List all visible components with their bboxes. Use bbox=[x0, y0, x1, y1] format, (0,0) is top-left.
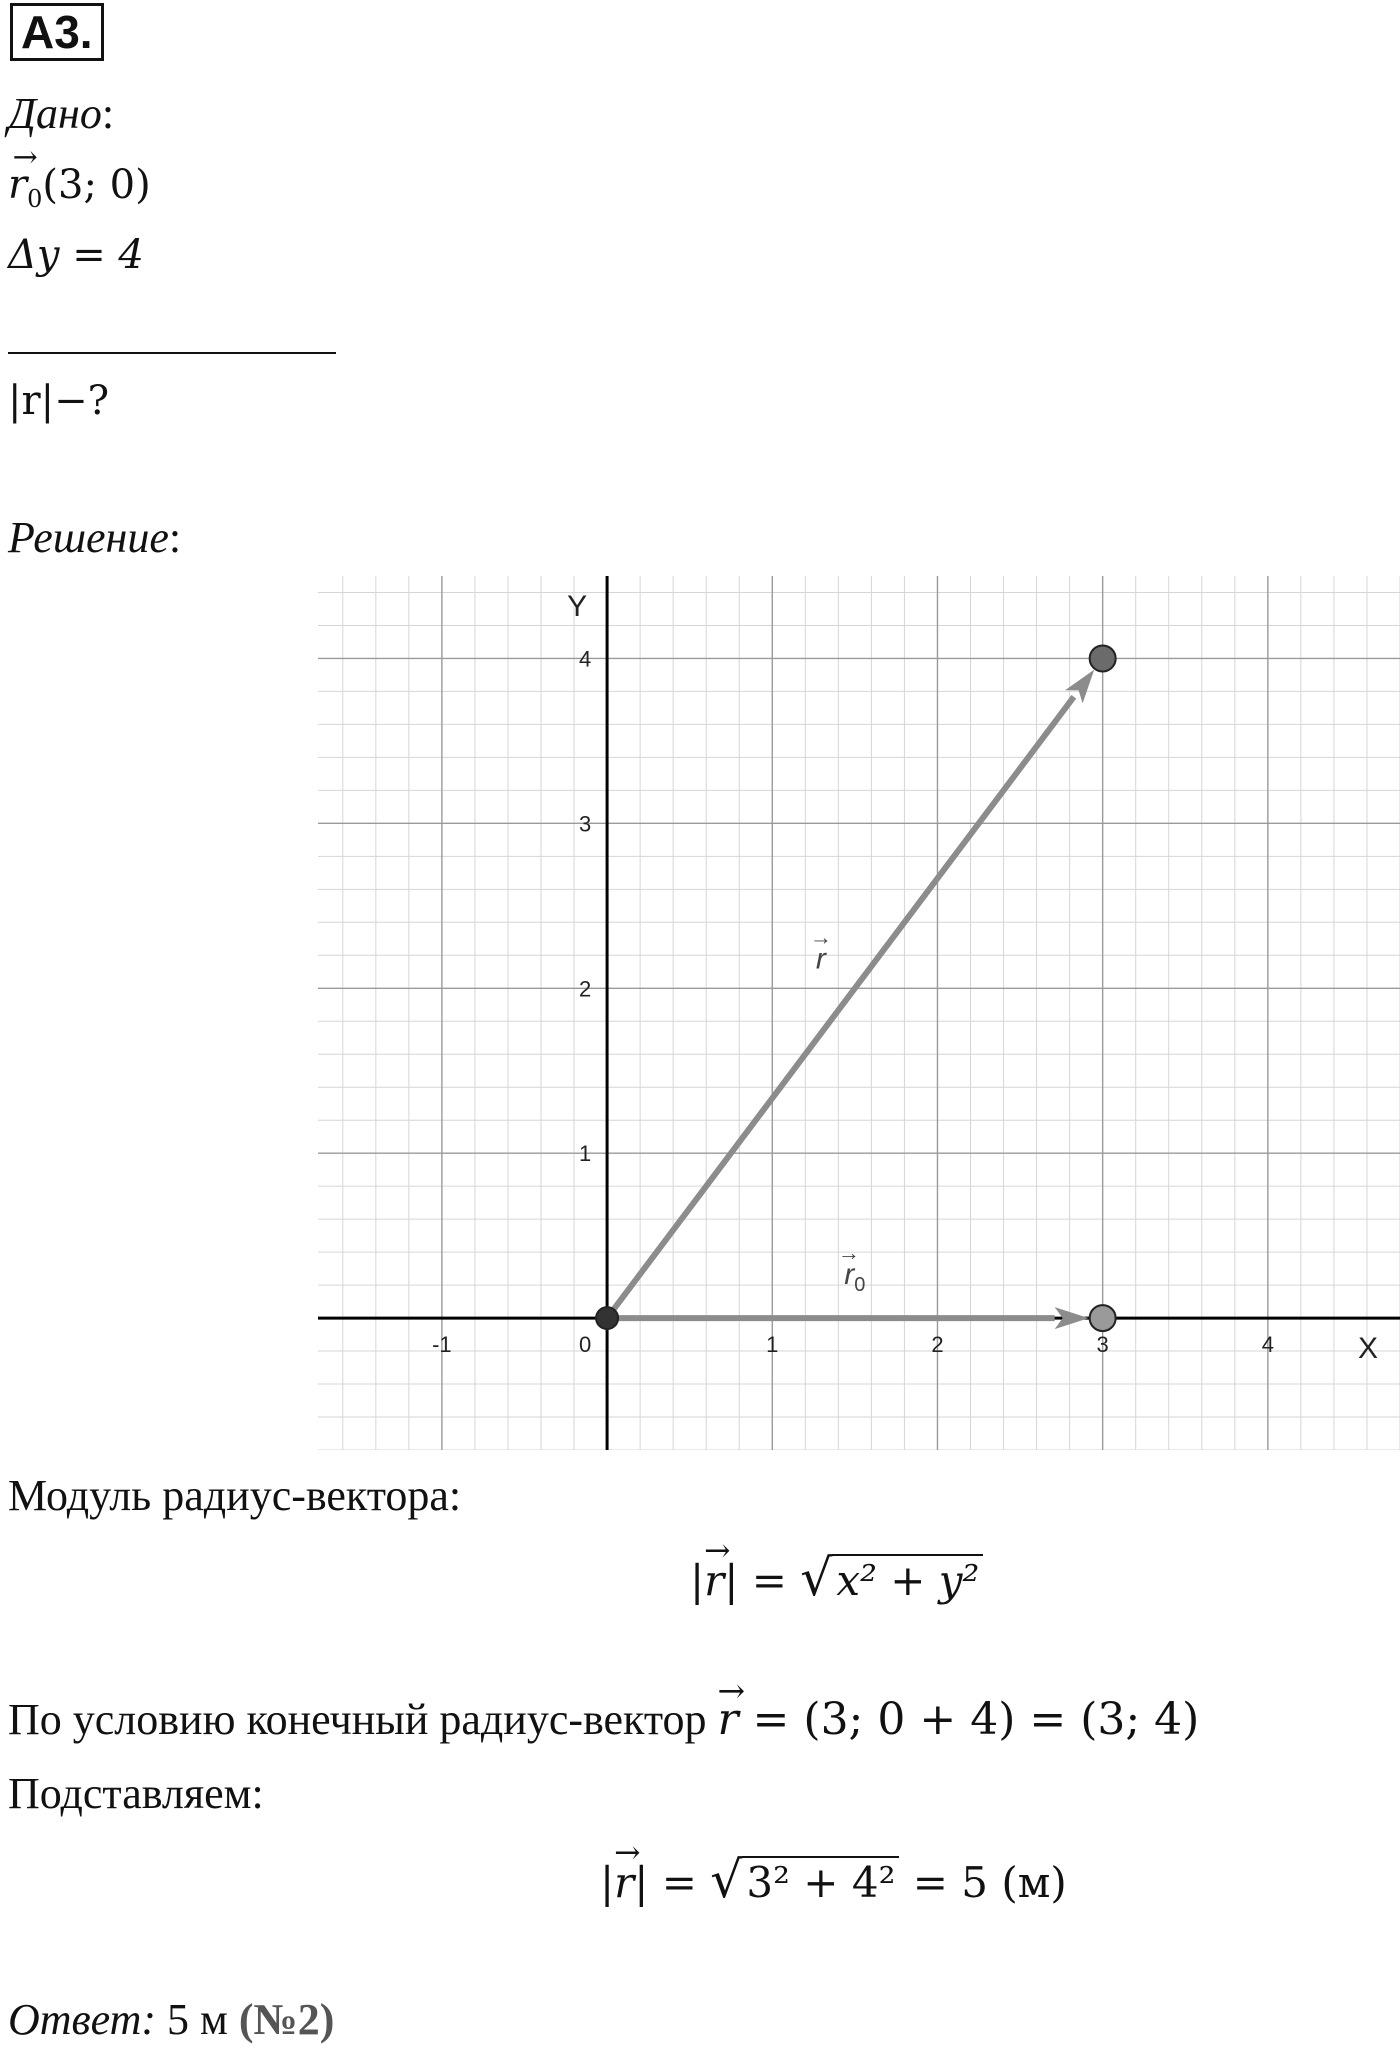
condition-line: По условию конечный радиус-вектор → r = (3; 0 + 4) = (3; 4) bbox=[8, 1694, 1199, 1745]
coordinate-chart bbox=[318, 576, 1400, 1450]
formula2-result-value: = 5 (м) bbox=[912, 1858, 1067, 1907]
y-tick-label: 2 bbox=[578, 976, 592, 1002]
data-point bbox=[596, 1307, 618, 1329]
substitute-caption: Подставляем: bbox=[8, 1769, 264, 1818]
y-tick-label: 1 bbox=[578, 1141, 592, 1167]
problem-label: A3. bbox=[10, 3, 104, 61]
data-point bbox=[1090, 1305, 1116, 1331]
r-vector-symbol: → r bbox=[718, 1694, 739, 1745]
find-line: |r|−? bbox=[8, 378, 110, 424]
x-tick-label: 4 bbox=[1261, 1332, 1274, 1358]
r0-vector-symbol: → $r_0$ bbox=[8, 162, 42, 213]
x-tick-label: 0 bbox=[578, 1332, 592, 1358]
formula-modulus: |→ r| = √x² + y² bbox=[690, 1548, 983, 1607]
x-tick-label: 3 bbox=[1096, 1332, 1109, 1358]
answer-label: Ответ: bbox=[8, 1995, 157, 2044]
x-tick-label: 1 bbox=[766, 1332, 779, 1358]
problem-label-box bbox=[10, 6, 104, 58]
vector-r-label: r bbox=[815, 942, 826, 976]
sqrt-sign: √ bbox=[800, 1548, 833, 1607]
vector-r0-label: $r_0$ bbox=[844, 1258, 866, 1297]
x-tick-label: -1 bbox=[432, 1332, 452, 1358]
given-separator-line bbox=[8, 352, 336, 354]
formula2-radicand: 3² + 4² bbox=[742, 1856, 899, 1904]
formula-result: |→ r| = √3² + 4² = 5 (м) bbox=[600, 1850, 1067, 1909]
y-tick-label: 3 bbox=[578, 811, 592, 837]
sqrt-sign-2: √ bbox=[710, 1850, 743, 1909]
vectors bbox=[607, 670, 1094, 1329]
answer-value: 5 м bbox=[167, 1995, 228, 2044]
x-axis-label: X bbox=[1358, 1332, 1379, 1366]
x-tick-label: 2 bbox=[931, 1332, 944, 1358]
data-point bbox=[1090, 645, 1116, 671]
answer-reference: (№2) bbox=[238, 1995, 335, 2044]
given-delta-y: Δy = 4 bbox=[8, 232, 144, 278]
formula1-radicand: x² + y² bbox=[832, 1554, 983, 1602]
answer-line bbox=[8, 1994, 334, 2045]
r0-coordinates: (3; 0) bbox=[42, 162, 151, 208]
given-r0 bbox=[8, 162, 151, 213]
vector-r0-arrow-mark: → bbox=[837, 1240, 860, 1266]
solution-heading: Решение: bbox=[8, 513, 182, 562]
y-axis-label: Y bbox=[567, 590, 588, 623]
given-heading: Дано: bbox=[8, 89, 115, 138]
vector-r-arrow-mark: → bbox=[809, 924, 832, 950]
y-tick-label: 4 bbox=[578, 646, 592, 672]
modulus-caption: Модуль радиус-вектора: bbox=[8, 1471, 462, 1520]
